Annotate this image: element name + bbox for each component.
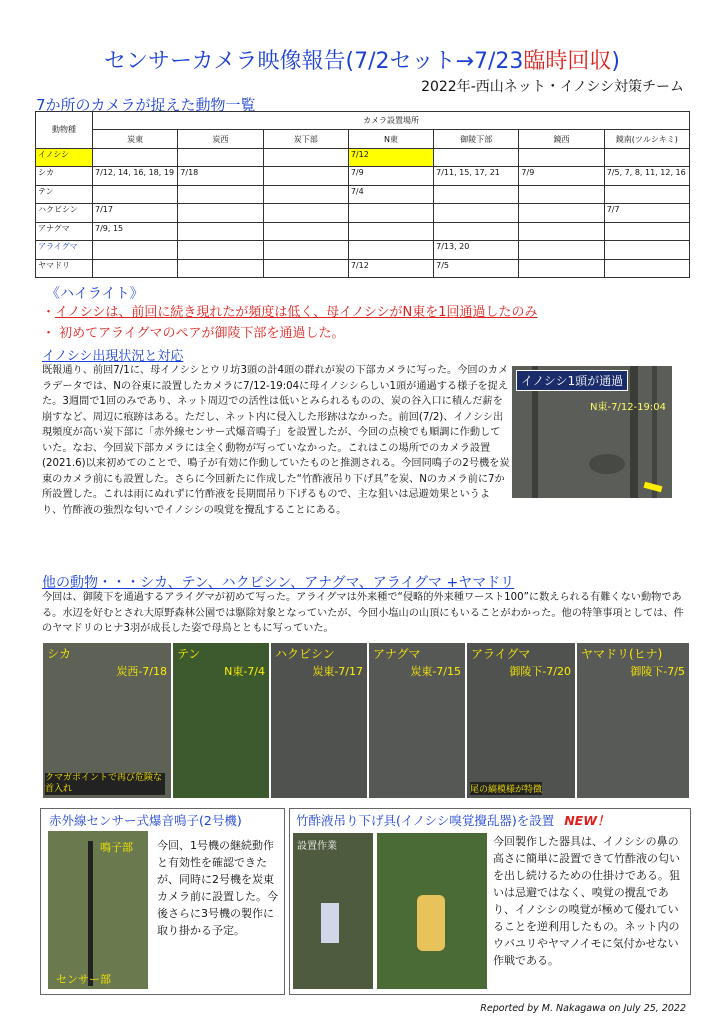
- location-header: 炭東: [93, 130, 178, 148]
- table-cell: [178, 185, 263, 203]
- location-header: 御陵下部: [434, 130, 519, 148]
- table-cell: 7/12: [348, 259, 433, 278]
- table-row: [36, 185, 690, 203]
- table-row: [36, 222, 690, 240]
- table-row: [36, 204, 690, 222]
- table-cell: [348, 222, 433, 240]
- location-header: 炭下部: [263, 130, 348, 148]
- animal-name: イノシシ: [36, 148, 93, 166]
- animal-name: アライグマ: [36, 241, 93, 259]
- footer: Reported by M. Nakagawa on July 25, 2022: [480, 1003, 686, 1014]
- table-cell: [604, 185, 689, 203]
- table-cell: [178, 148, 263, 166]
- table-cell: [604, 241, 689, 259]
- photo-name: テン: [177, 647, 201, 661]
- table-cell: [263, 204, 348, 222]
- photo-civet: [271, 643, 367, 798]
- photo-stamp: N東-7/4: [224, 665, 265, 678]
- location-header: N東: [348, 130, 433, 148]
- group-label: カメラ設置場所: [93, 112, 690, 130]
- photo-marten: [173, 643, 269, 798]
- table-cell: 7/17: [93, 204, 178, 222]
- new-badge: NEW！: [564, 813, 610, 828]
- table-cell: [434, 148, 519, 166]
- alarm-photo: [48, 831, 148, 989]
- photo-label: 設置作業: [297, 841, 337, 852]
- boar-heading: イノシシ出現状況と対応: [42, 349, 184, 364]
- table-cell: [348, 241, 433, 259]
- table-cell: [604, 259, 689, 278]
- corner-label: 動物種: [36, 112, 93, 149]
- person-shape: [321, 903, 339, 943]
- photo-caption: 尾の縞模様が特徴: [470, 782, 542, 795]
- table-cell: [263, 259, 348, 278]
- table-cell: [93, 259, 178, 278]
- table-row: [36, 241, 690, 259]
- animal-name: テン: [36, 185, 93, 203]
- photo-stamp: 炭西-7/18: [116, 665, 167, 678]
- table-cell: 7/7: [604, 204, 689, 222]
- panel-title: 赤外線センサー式爆音鳴子(2号機): [49, 813, 242, 828]
- table-cell: 7/12, 14, 16, 18, 19: [93, 167, 178, 185]
- report-subtitle: 2022年-西山ネット・イノシシ対策チーム: [421, 79, 684, 95]
- table-cell: 7/5, 7, 8, 11, 12, 16: [604, 167, 689, 185]
- animal-name: アナグマ: [36, 222, 93, 240]
- table-cell: [519, 204, 604, 222]
- animal-table: [35, 111, 690, 278]
- photo-stamp: 御陵下-7/5: [630, 665, 685, 678]
- alarm-panel: [40, 808, 285, 995]
- table-cell: [263, 222, 348, 240]
- panel-title: 竹酢液吊り下げ具(イノシシ嗅覚攪乱器)を設置 NEW！: [296, 813, 610, 828]
- photo-label: センサー部: [56, 973, 111, 986]
- table-cell: [178, 259, 263, 278]
- location-header: 鏡西: [519, 130, 604, 148]
- table-cell: [93, 185, 178, 203]
- table-cell: 7/9: [348, 167, 433, 185]
- location-header: 炭西: [178, 130, 263, 148]
- table-cell: 7/11, 15, 17, 21: [434, 167, 519, 185]
- table-cell: [434, 204, 519, 222]
- table-cell: [604, 148, 689, 166]
- highlights-heading: 《ハイライト》: [46, 286, 144, 302]
- photo-label: 鳴子部: [100, 841, 133, 854]
- photo-stamp: 炭東-7/17: [312, 665, 363, 678]
- photo-raccoon: [467, 643, 575, 798]
- table-cell: [519, 259, 604, 278]
- table-cell: [263, 241, 348, 259]
- table-cell: [519, 185, 604, 203]
- photo-caption: クマガポイントで再び危険な首入れ: [45, 773, 165, 795]
- table-cell: 7/9, 15: [93, 222, 178, 240]
- table-cell: [519, 148, 604, 166]
- highlight-item: ・イノシシは、前回に続き現れたが頻度は低く、母イノシシがN東を1回通過したのみ: [42, 305, 538, 320]
- vinegar-panel: [289, 808, 691, 995]
- photo-pheasant: [577, 643, 689, 798]
- device-photo: [377, 833, 487, 989]
- boar-photo: [512, 366, 672, 498]
- table-cell: [178, 241, 263, 259]
- table-cell: [93, 241, 178, 259]
- table-cell: [604, 222, 689, 240]
- photo-name: アライグマ: [471, 647, 531, 661]
- others-heading: 他の動物・・・シカ、テン、ハクビシン、アナグマ、アライグマ +ヤマドリ: [42, 575, 515, 591]
- boar-paragraph: 既報通り、前回7/1に、母イノシシとウリ坊3頭の計4頭の群れが炭の下部カメラに写った。今回のカメラデータでは、Nの谷東に設置したカメラに7/12-19:04に母イノシシらしい1頭が通過する様子を捉えた。3週間で1回のみであり、ネット周辺での活性は低いとみられるものの、炭の谷入口に積んだ薪を崩すなど、周辺に痕跡はある。ただし、ネット内に侵入した形跡はなかった。前回(7/2)、イノシシ出現頻度が高い炭下部に「赤外線センサー式爆音鳴子」を設置したが、今回の点検でも順調に作動していた。なお、今回炭下部カメラには全く動物が写っていなかった。これはこの場所でのカメラ設置(2021.6)以来初めてのことで、鳴子が有効に作動していたものと推測される。今回同鳴子の2号機を炭東のカメラ前にも設置した。さらに今回新たに作成した“竹酢液吊り下げ具”を炭、Nのカメラ前に7か所設置した。これは雨にぬれずに竹酢液を長期間吊り下げるもので、主な狙いは忌避効果というより、竹酢液の強烈な匂いでイノシシの嗅覚を攪乱することにある。: [42, 365, 510, 516]
- table-cell: 7/18: [178, 167, 263, 185]
- table-cell: [519, 222, 604, 240]
- panel-text: 今回、1号機の継続動作と有効性を確認できたが、同時に2号機を炭東カメラ前に設置した。今後さらに3号機の製作に取り掛かる予定。: [157, 839, 278, 937]
- pole-shape: [88, 841, 93, 986]
- animal-name: ハクビシン: [36, 204, 93, 222]
- animal-name: ヤマドリ: [36, 259, 93, 278]
- table-cell: [263, 148, 348, 166]
- table-cell: 7/5: [434, 259, 519, 278]
- photo-deer: [43, 643, 171, 798]
- table-cell: [178, 222, 263, 240]
- table-cell: [263, 167, 348, 185]
- table-row: [36, 259, 690, 278]
- photo-badge: イノシシ1頭が通過: [516, 370, 628, 391]
- table-row: [36, 167, 690, 185]
- table-heading: 7か所のカメラが捉えた動物一覧: [36, 96, 256, 114]
- animal-name: シカ: [36, 167, 93, 185]
- photo-name: シカ: [47, 647, 72, 661]
- photo-name: アナグマ: [373, 647, 421, 661]
- photo-stamp: N東-7/12-19:04: [590, 402, 666, 413]
- install-photo: [293, 833, 373, 989]
- table-cell: [519, 241, 604, 259]
- photo-stamp: 御陵下-7/20: [509, 665, 571, 678]
- bottle-shape: [417, 895, 445, 951]
- photo-badger: [369, 643, 465, 798]
- photo-name: ハクビシン: [275, 647, 335, 661]
- highlight-item: ・ 初めてアライグマのペアが御陵下部を通過した。: [42, 326, 345, 341]
- table-cell: [93, 148, 178, 166]
- location-header: 鏡南(ツルシキミ): [604, 130, 689, 148]
- table-row: [36, 148, 690, 166]
- table-cell: [434, 185, 519, 203]
- table-cell: [348, 204, 433, 222]
- table-cell: [178, 204, 263, 222]
- table-cell: 7/12: [348, 148, 433, 166]
- table-cell: 7/13, 20: [434, 241, 519, 259]
- panel-text: 今回製作した器具は、イノシシの鼻の高さに簡単に設置できて竹酢液の匂いを出し続けるための仕掛けである。狙いは忌避ではなく、嗅覚の攪乱であり、イノシシの嗅覚が極めて優れていることを逆利用したもの。ネット内のウバユリやヤマノイモに気付かせない作戦である。: [493, 835, 680, 967]
- photo-stamp: 炭東-7/15: [410, 665, 461, 678]
- photo-name: ヤマドリ(ヒナ): [581, 647, 663, 661]
- table-cell: 7/4: [348, 185, 433, 203]
- table-cell: [434, 222, 519, 240]
- others-paragraph: 今回は、御陵下を通過するアライグマが初めて写った。アライグマは外来種で“侵略的外来種ワースト100”に数えられる有難くない動物である。水辺を好むとされ大原野森林公園では駆除対象となっていたが、今回小塩山の山頂にもいることがわかった。他の特筆事項としては、件のヤマドリのヒナ3羽が成長した姿で母鳥とともに写っていた。: [42, 592, 684, 634]
- table-cell: 7/9: [519, 167, 604, 185]
- report-title: センサーカメラ映像報告(7/2セット→7/23臨時回収): [104, 49, 620, 74]
- table-cell: [263, 185, 348, 203]
